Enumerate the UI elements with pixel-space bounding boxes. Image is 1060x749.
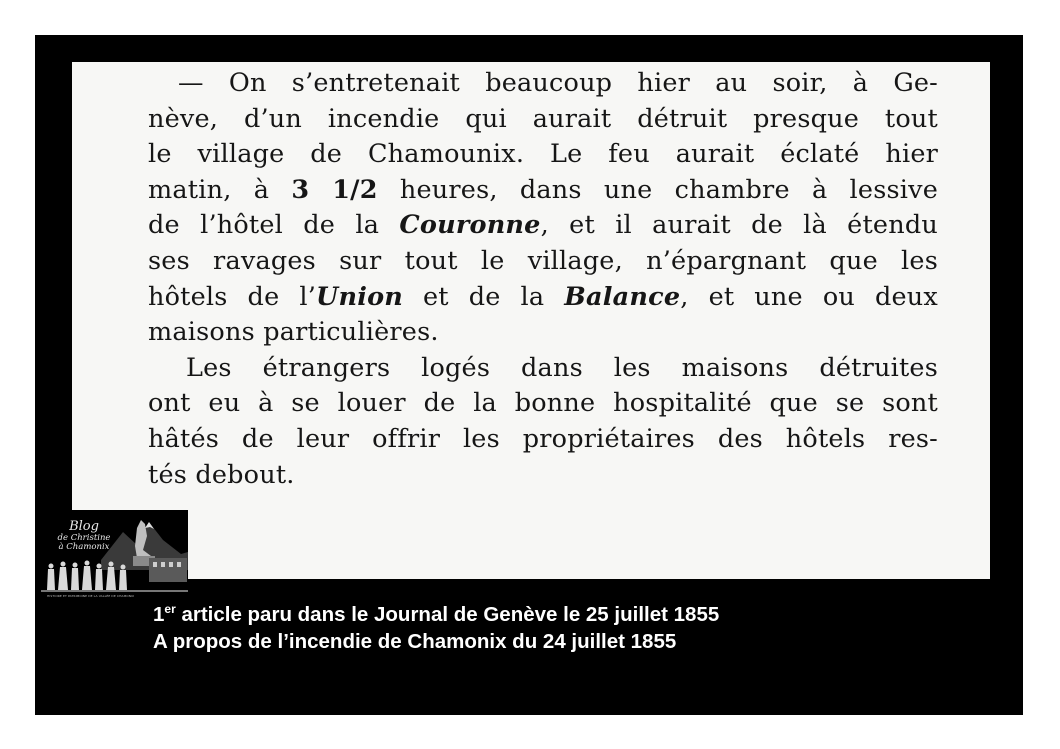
article-text [148,66,938,493]
article-line: — On s’entretenait beaucoup hier au soir, à Ge- [178,68,938,98]
article-italic-text: Balance [564,281,681,312]
caption-line-1 [153,601,719,628]
article-text-run: , et une ou deux [680,281,938,312]
article-text-run: , et il aurait de là étendu [540,210,938,241]
article-line: Les étrangers logés dans les maisons détruites [186,352,938,383]
logo-title: Blog [69,519,99,534]
caption-ordinal-suffix: er [164,602,176,616]
article-line [148,280,938,316]
newspaper-clipping [72,62,990,579]
article-line [148,208,938,244]
article-line [148,173,938,209]
article-text-run: et de la [403,281,565,312]
blog-logo [41,510,188,604]
logo-subtitle-1: de Christine [57,532,111,543]
logo-subtitle-2: à Chamonix [58,541,110,552]
caption-line-1-text: article paru dans le Journal de Genève le 25 juillet 1855 [175,603,720,626]
article-text-run: heures, dans une chambre à lessive [377,174,939,205]
article-bold-text: 3 1/2 [291,174,378,205]
article-text-run: hôtels de l’ [148,281,317,312]
caption-line-2: A propos de l’incendie de Chamonix du 24 juillet 1855 [153,630,677,653]
article-line: ont eu à se louer de la bonne hospitalité que se sont [148,388,938,419]
article-line: tés debout. [148,459,295,490]
article-line: le village de Chamounix. Le feu aurait éclaté hier [148,139,938,170]
article-italic-text: Couronne [399,210,541,241]
article-line: hâtés de leur offrir les propriétaires des hôtels res- [148,423,938,454]
article-text-run: matin, à [148,174,292,205]
caption-ordinal: 1 [153,603,165,626]
article-line: ses ravages sur tout le village, n’épargnant que les [148,245,938,276]
article-text-run: de l’hôtel de la [148,210,400,241]
caption [153,601,719,655]
article-line: maisons particulières. [148,317,439,348]
logo-tagline: HISTOIRE ET PATRIMOINE DE LA VALLÉE DE CHAMONIX [47,594,135,598]
article-line: nève, d’un incendie qui aurait détruit presque tout [148,103,938,134]
article-italic-text: Union [316,281,404,312]
logo-wordmark [49,520,119,551]
